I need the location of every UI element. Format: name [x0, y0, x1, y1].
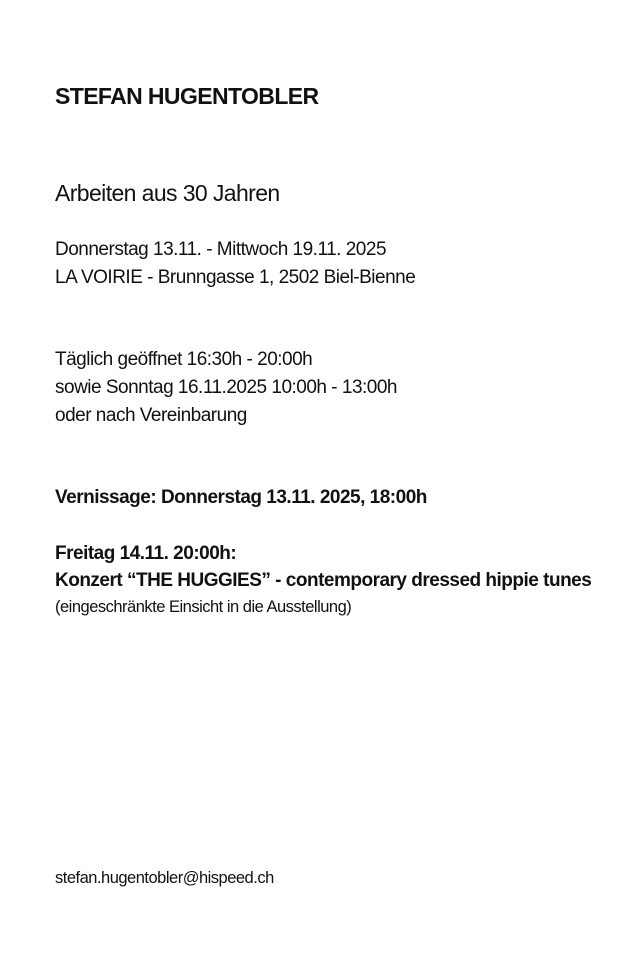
concert-date: Freitag 14.11. 20:00h: — [55, 543, 237, 564]
contact-email[interactable]: stefan.hugentobler@hispeed.ch — [55, 869, 274, 887]
concert-note: (eingeschränkte Einsicht in die Ausstellung) — [55, 598, 352, 616]
concert-title: Konzert “THE HUGGIES” - contemporary dressed hippie tunes — [55, 570, 592, 591]
exhibition-dates: Donnerstag 13.11. - Mittwoch 19.11. 2025 — [55, 239, 387, 260]
vernissage-info: Vernissage: Donnerstag 13.11. 2025, 18:00h — [55, 487, 427, 508]
opening-hours-line-2: sowie Sonntag 16.11.2025 10:00h - 13:00h — [55, 377, 397, 398]
opening-hours-line-3: oder nach Vereinbarung — [55, 405, 247, 426]
artist-name: STEFAN HUGENTOBLER — [55, 83, 319, 109]
exhibition-title: Arbeiten aus 30 Jahren — [55, 180, 280, 206]
opening-hours-line-1: Täglich geöffnet 16:30h - 20:00h — [55, 349, 313, 370]
exhibition-venue: LA VOIRIE - Brunngasse 1, 2502 Biel-Bienne — [55, 267, 416, 288]
